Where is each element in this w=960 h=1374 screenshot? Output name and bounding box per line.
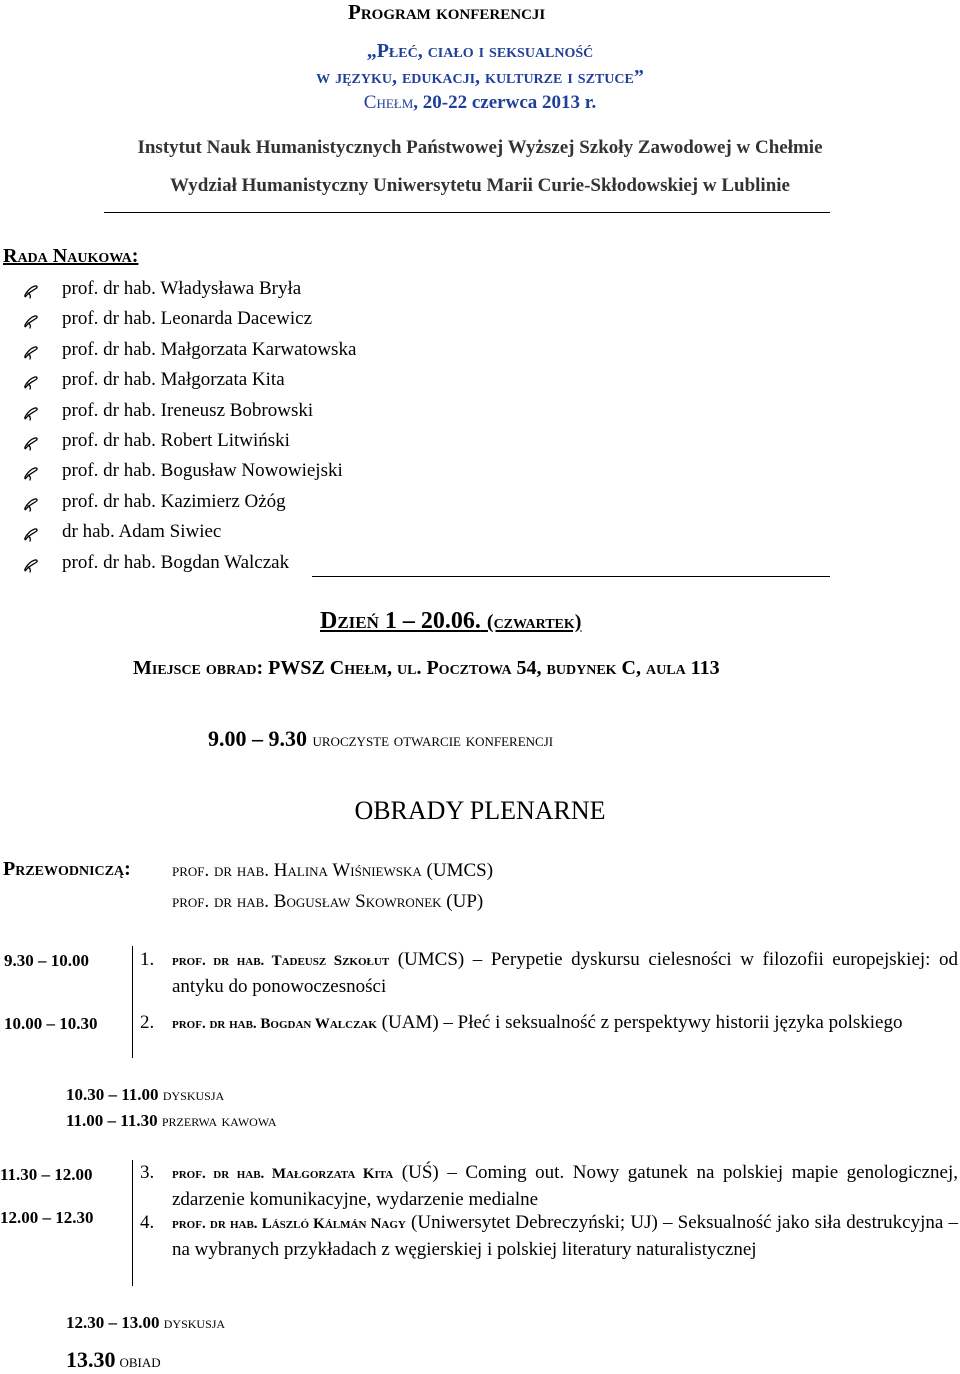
talk2-affil: (UAM) (376, 1012, 439, 1033)
session1-talk2 (172, 1010, 958, 1037)
talk1-affil: (UMCS) (389, 949, 465, 970)
coffee-break-time: 11.00 – 11.30 (66, 1111, 158, 1130)
council-member: dr hab. Adam Siwiec (62, 521, 222, 542)
day-weekday: (czwartek) (486, 611, 582, 633)
talk3-title: – Coming out. Nowy gatunek na polskiej mapie genologicznej, zdarzenie komunikacyjne, wydarzenie medialne (172, 1162, 959, 1210)
council-member: prof. dr hab. Leonarda Dacewicz (62, 308, 313, 329)
opening-label: uroczyste otwarcie konferencji (312, 730, 554, 751)
discussion-1 (66, 1085, 224, 1105)
plenary-heading: OBRADY PLENARNE (354, 796, 606, 825)
conference-title-line2: w języku, edukacji, kulturze i sztuce” (316, 66, 644, 88)
lunch-time: 13.30 (66, 1347, 116, 1372)
day-date: Dzień 1 – 20.06. (320, 608, 481, 634)
session1-talk1 (172, 947, 958, 999)
script-pointer-icon (22, 404, 40, 422)
script-pointer-icon (22, 556, 40, 574)
talk4-speaker: prof. dr hab. László Kálmán Nagy (172, 1216, 406, 1232)
session1-talk1-number: 1. (140, 949, 155, 970)
organizer-2: Wydział Humanistyczny Uniwersytetu Marii Curie-Skłodowskiej w Lublinie (170, 175, 790, 196)
session1-talk2-number: 2. (140, 1012, 155, 1033)
script-pointer-icon (22, 525, 40, 543)
discussion-2-time: 12.30 – 13.00 (66, 1313, 160, 1332)
session1-talk2-time: 10.00 – 10.30 (4, 1014, 98, 1033)
script-pointer-icon (22, 343, 40, 361)
chairs-label: Przewodniczą: (3, 858, 131, 880)
council-member: prof. dr hab. Małgorzata Kita (62, 369, 285, 390)
conference-place-date (0, 92, 960, 114)
session2-talk3 (172, 1160, 958, 1212)
discussion-1-label: dyskusja (162, 1085, 225, 1104)
council-member: prof. dr hab. Bogusław Nowowiejski (62, 460, 343, 481)
session2-talk3-time: 11.30 – 12.00 (0, 1165, 93, 1184)
discussion-2-label: dyskusja (163, 1313, 226, 1332)
talk2-speaker: prof. dr hab. Bogdan Walczak (172, 1016, 377, 1032)
divider-top (104, 212, 830, 213)
script-pointer-icon (22, 434, 40, 452)
lunch (66, 1347, 161, 1373)
session2-talk4 (172, 1210, 958, 1262)
talk2-title: – Płeć i seksualność z perspektywy historii języka polskiego (438, 1012, 903, 1033)
program-title: Program konferencji (348, 0, 546, 24)
session1-talk1-time: 9.30 – 10.00 (4, 951, 89, 970)
session1-vline (132, 946, 133, 1058)
talk1-title: – Perypetie dyskursu cielesności w filozofii europejskiej: od antyku do ponowoczesności (172, 949, 958, 997)
discussion-1-time: 10.30 – 11.00 (66, 1085, 159, 1104)
council-label: Rada Naukowa: (3, 245, 139, 267)
talk4-title: – Seksualność jako siła destrukcyjna – na wybranych przykładach z węgierskiej i polskiej literatury naturalistycznej (172, 1212, 958, 1260)
organizer-1: Instytut Nauk Humanistycznych Państwowej Wyższej Szkoły Zawodowej w Chełmie (137, 137, 823, 158)
session2-talk4-number: 4. (140, 1212, 155, 1233)
session2-talk3-number: 3. (140, 1162, 155, 1183)
opening-time: 9.00 – 9.30 (208, 726, 307, 751)
script-pointer-icon (22, 312, 40, 330)
talk3-affil: (UŚ) (393, 1162, 439, 1183)
chair-1: prof. dr hab. Halina Wiśniewska (UMCS) (172, 860, 494, 881)
session2-talk4-time: 12.00 – 12.30 (0, 1208, 94, 1227)
script-pointer-icon (22, 495, 40, 513)
lunch-label: obiad (119, 1351, 161, 1372)
council-member: prof. dr hab. Robert Litwiński (62, 430, 290, 451)
venue: Miejsce obrad: PWSZ Chełm, ul. Pocztowa 54, budynek C, aula 113 (133, 657, 720, 679)
coffee-break-label: przerwa kawowa (161, 1111, 277, 1130)
council-member: prof. dr hab. Kazimierz Ożóg (62, 491, 286, 512)
talk3-speaker: prof. dr hab. Małgorzata Kita (172, 1166, 394, 1182)
talk4-affil: (Uniwersytet Debreczyński; UJ) (405, 1212, 658, 1233)
script-pointer-icon (22, 464, 40, 482)
council-member: prof. dr hab. Władysława Bryła (62, 278, 302, 299)
coffee-break (66, 1111, 277, 1131)
session2-vline (132, 1160, 133, 1286)
chair-2: prof. dr hab. Bogusław Skowronek (UP) (172, 891, 484, 912)
discussion-2 (66, 1313, 225, 1333)
place-city: Chełm (363, 92, 414, 113)
talk1-speaker: prof. dr hab. Tadeusz Szkołut (172, 953, 390, 969)
council-member: prof. dr hab. Ireneusz Bobrowski (62, 400, 314, 421)
script-pointer-icon (22, 282, 40, 300)
council-member: prof. dr hab. Małgorzata Karwatowska (62, 339, 357, 360)
divider-council (312, 576, 830, 577)
script-pointer-icon (22, 373, 40, 391)
council-member: prof. dr hab. Bogdan Walczak (62, 552, 290, 573)
conference-title-line1: „Płeć, ciało i seksualność (366, 40, 594, 62)
day-title (320, 608, 581, 635)
opening (208, 726, 553, 752)
place-date: , 20-22 czerwca 2013 r. (413, 92, 597, 113)
